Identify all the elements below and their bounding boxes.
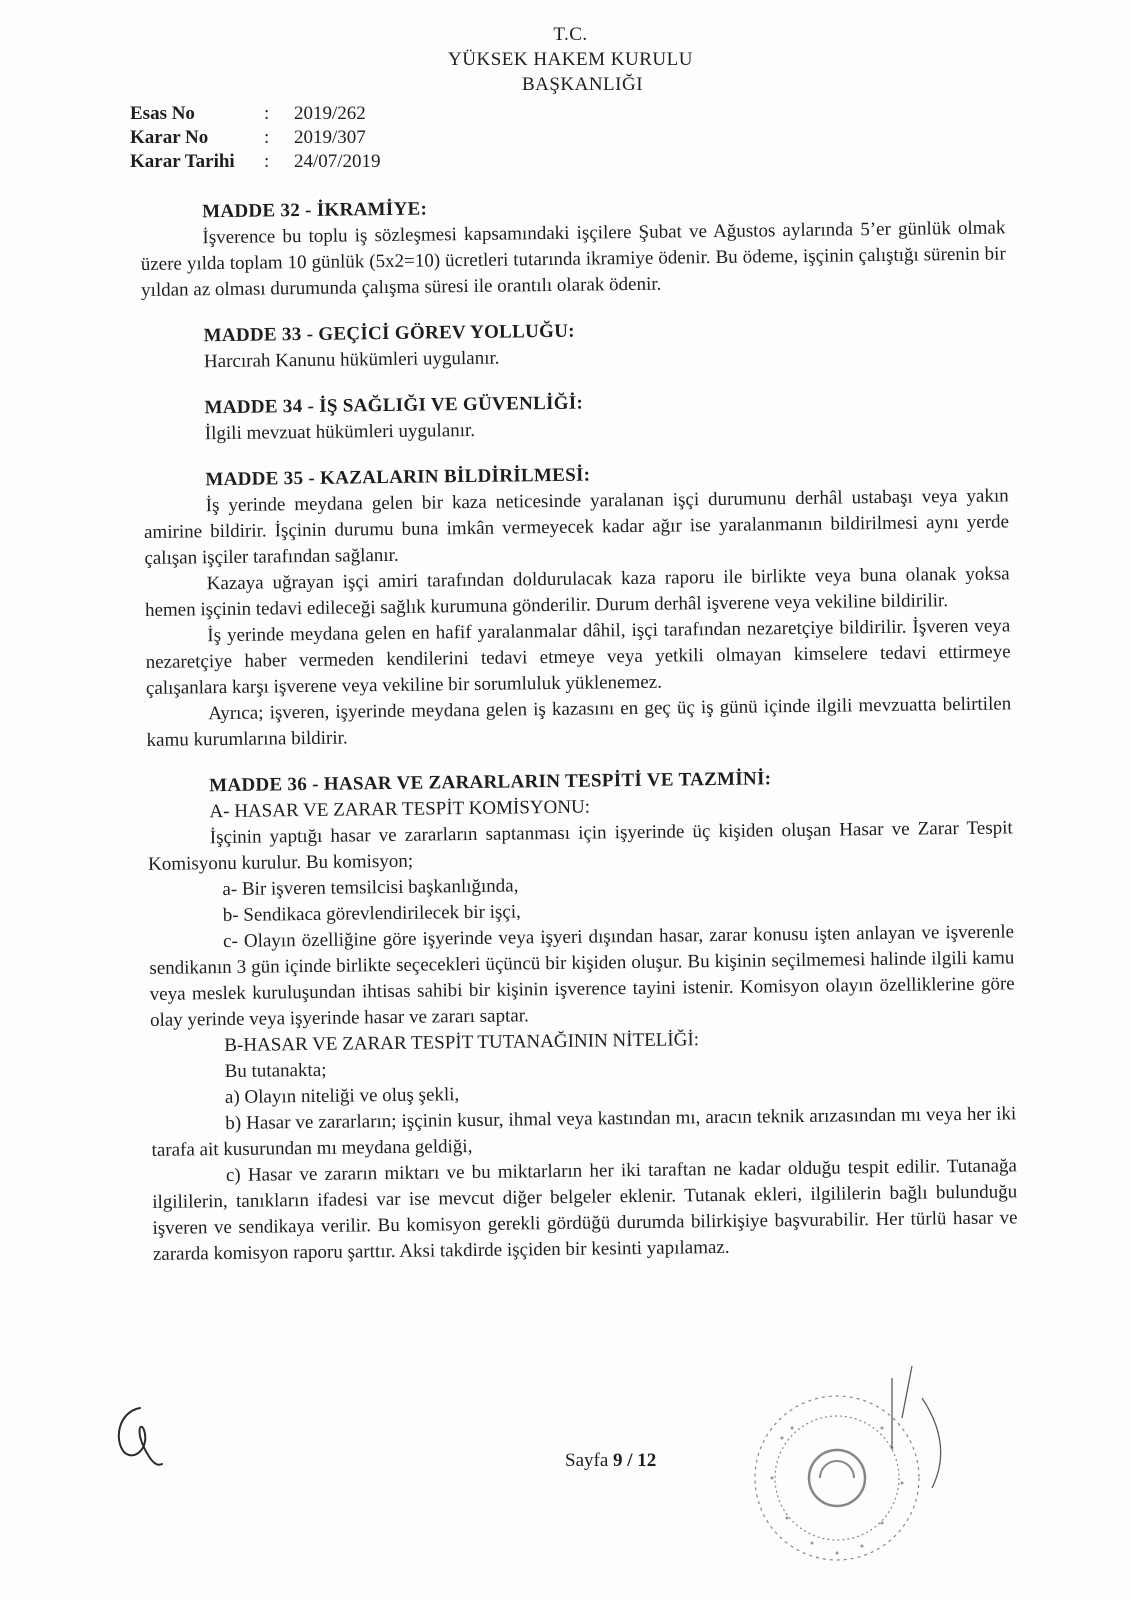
- meta-value: 24/07/2019: [294, 151, 381, 172]
- meta-value: 2019/307: [294, 127, 366, 148]
- page-number: [565, 1450, 656, 1472]
- list-item: b) Hasar ve zararların; işçinin kusur, ihmal veya kastından mı, aracın teknik arızasından mı veya her iki tarafa ait kusurundan mı meydana geldiği,: [151, 1103, 1017, 1161]
- list-item: c) Hasar ve zararın miktarı ve bu miktarların her iki taraftan ne kadar olduğu tespit edilir. Tutanağa ilgililerin, tanıkların ifadesi var ise mevcut diğer belgeler eklenir. Tutanak ekleri, ilgililerin bağlı bulunduğu işveren ve sendikaya verilir. Bu komisyon gerekli gördüğü durumda bilirkişiye başvurabilir. Her türlü hasar ve zararda komisyon raporu şarttır. Aksi takdirde işçiden bir kesinti yapılamaz.: [152, 1155, 1018, 1265]
- article-35-paragraph: Ayrıca; işveren, işyerinde meydana gelen iş kazasını en geç üç iş günü içinde ilgili mevzuatta belirtilen kamu kurumlarına bildirir.: [146, 693, 1012, 751]
- document-header: [0, 22, 1131, 97]
- meta-label: Karar No: [130, 127, 209, 148]
- header-country: T.C.: [553, 24, 588, 45]
- list-item: a) Olayın niteliği ve oluş şekli,: [224, 1084, 460, 1109]
- meta-colon: :: [264, 103, 270, 124]
- page-number-prefix: Sayfa: [565, 1450, 609, 1471]
- list-item: b- Sendikaca görevlendirilecek bir işçi,: [222, 901, 521, 927]
- article-35-heading: MADDE 35 - KAZALARIN BİLDİRİLMESİ:: [205, 464, 591, 491]
- article-36-text: İşçinin yaptığı hasar ve zararların saptanması için işyerinde üç kişiden oluşan Hasar ve Zarar Tespit Komisyonu kurulur. Bu komisyon;: [147, 817, 1013, 875]
- article-36-heading: MADDE 36 - HASAR VE ZARARLARIN TESPİTİ VE TAZMİNİ:: [209, 768, 772, 797]
- header-institution: YÜKSEK HAKEM KURULU: [448, 49, 693, 70]
- list-item: a- Bir işveren temsilcisi başkanlığında,: [222, 875, 519, 901]
- document-body: [140, 189, 1018, 1267]
- page-number-current: 9: [613, 1450, 623, 1471]
- handwritten-initial-icon: [110, 1400, 170, 1470]
- meta-row-tarih: [130, 150, 381, 174]
- meta-row-karar: [130, 126, 381, 150]
- official-seal-icon: [742, 1358, 952, 1598]
- meta-label: Karar Tarihi: [130, 151, 235, 172]
- article-36-subheading-b: B-HASAR VE ZARAR TESPİT TUTANAĞININ NİTELİĞİ:: [224, 1029, 700, 1057]
- meta-value: 2019/262: [294, 103, 366, 124]
- article-32-text: İşverence bu toplu iş sözleşmesi kapsamındaki işçilere Şubat ve Ağustos aylarında 5’er günlük olmak üzere yılda toplam 10 günlük (5x2=10) ücretleri tutarında ikramiye ödenir. Bu ödeme, işçinin çalıştığı sürenin bir yıldan az olması durumunda çalışma süresi ile orantılı olarak ödenir.: [140, 217, 1006, 301]
- list-item: c- Olayın özelliğine göre işyerinde veya işyeri dışından hasar, zarar konusu işten anlayan ve işverenle sendikanın 3 gün içinde birlikte seçecekleri üçüncü bir kişiden oluşur. Bu kişinin seçilmemesi halinde ilgili kamu veya meslek kuruluşundan ihtisas sahibi bir kişinin işverence tayini istenir. Komisyon olayın özelliklerine göre olay yerinde veya işyerinde hasar ve zararı saptar.: [149, 921, 1015, 1031]
- article-34-heading: MADDE 34 - İŞ SAĞLIĞI VE GÜVENLİĞİ:: [204, 392, 584, 419]
- page-number-total: 12: [637, 1450, 657, 1471]
- article-35-paragraph: Kazaya uğrayan işçi amiri tarafından doldurulacak kaza raporu ile birlikte veya buna olanak yoksa hemen işçinin tedavi edileceği sağlık kurumuna gönderilir. Durum derhâl işverene veya vekiline bildirilir.: [144, 563, 1010, 621]
- meta-label: Esas No: [130, 103, 195, 124]
- article-32-heading: MADDE 32 - İKRAMİYE:: [202, 198, 428, 223]
- article-36-subheading-a: A- HASAR VE ZARAR TESPİT KOMİSYONU:: [209, 796, 591, 823]
- header-department: BAŞKANLIĞI: [521, 74, 644, 95]
- article-35-paragraph: İş yerinde meydana gelen en hafif yaralanmalar dâhil, işçi tarafından nezaretçiye bildirilir. İşveren veya nezaretçiye haber vermeden kendilerini tedavi etmeye veya yetkili olmayan kimselere tedavi ettirmeye çalışanlara karşı işverene veya vekiline bir sorumluluk yüklenemez.: [145, 615, 1011, 699]
- meta-colon: :: [264, 151, 270, 172]
- article-33-text: Harcırah Kanunu hükümleri uygulanır.: [203, 347, 500, 373]
- article-33-heading: MADDE 33 - GEÇİCİ GÖREV YOLLUĞU:: [203, 320, 575, 347]
- meta-row-esas: [130, 102, 381, 126]
- page-number-separator: /: [622, 1450, 638, 1471]
- meta-colon: :: [264, 127, 270, 148]
- article-34-text: İlgili mevzuat hükümleri uygulanır.: [204, 419, 476, 445]
- article-36-text: Bu tutanakta;: [224, 1059, 327, 1083]
- article-35-paragraph: İş yerinde meydana gelen bir kaza neticesinde yaralanan işçi durumunu derhâl ustabaşı veya yakın amirine bildirir. İşçinin durumu buna imkân vermeyecek kadar ağır ise yaralanmanın bildirilmesi aynı yerde çalışan işçiler tarafından sağlanır.: [143, 485, 1010, 569]
- case-metadata: [130, 102, 381, 174]
